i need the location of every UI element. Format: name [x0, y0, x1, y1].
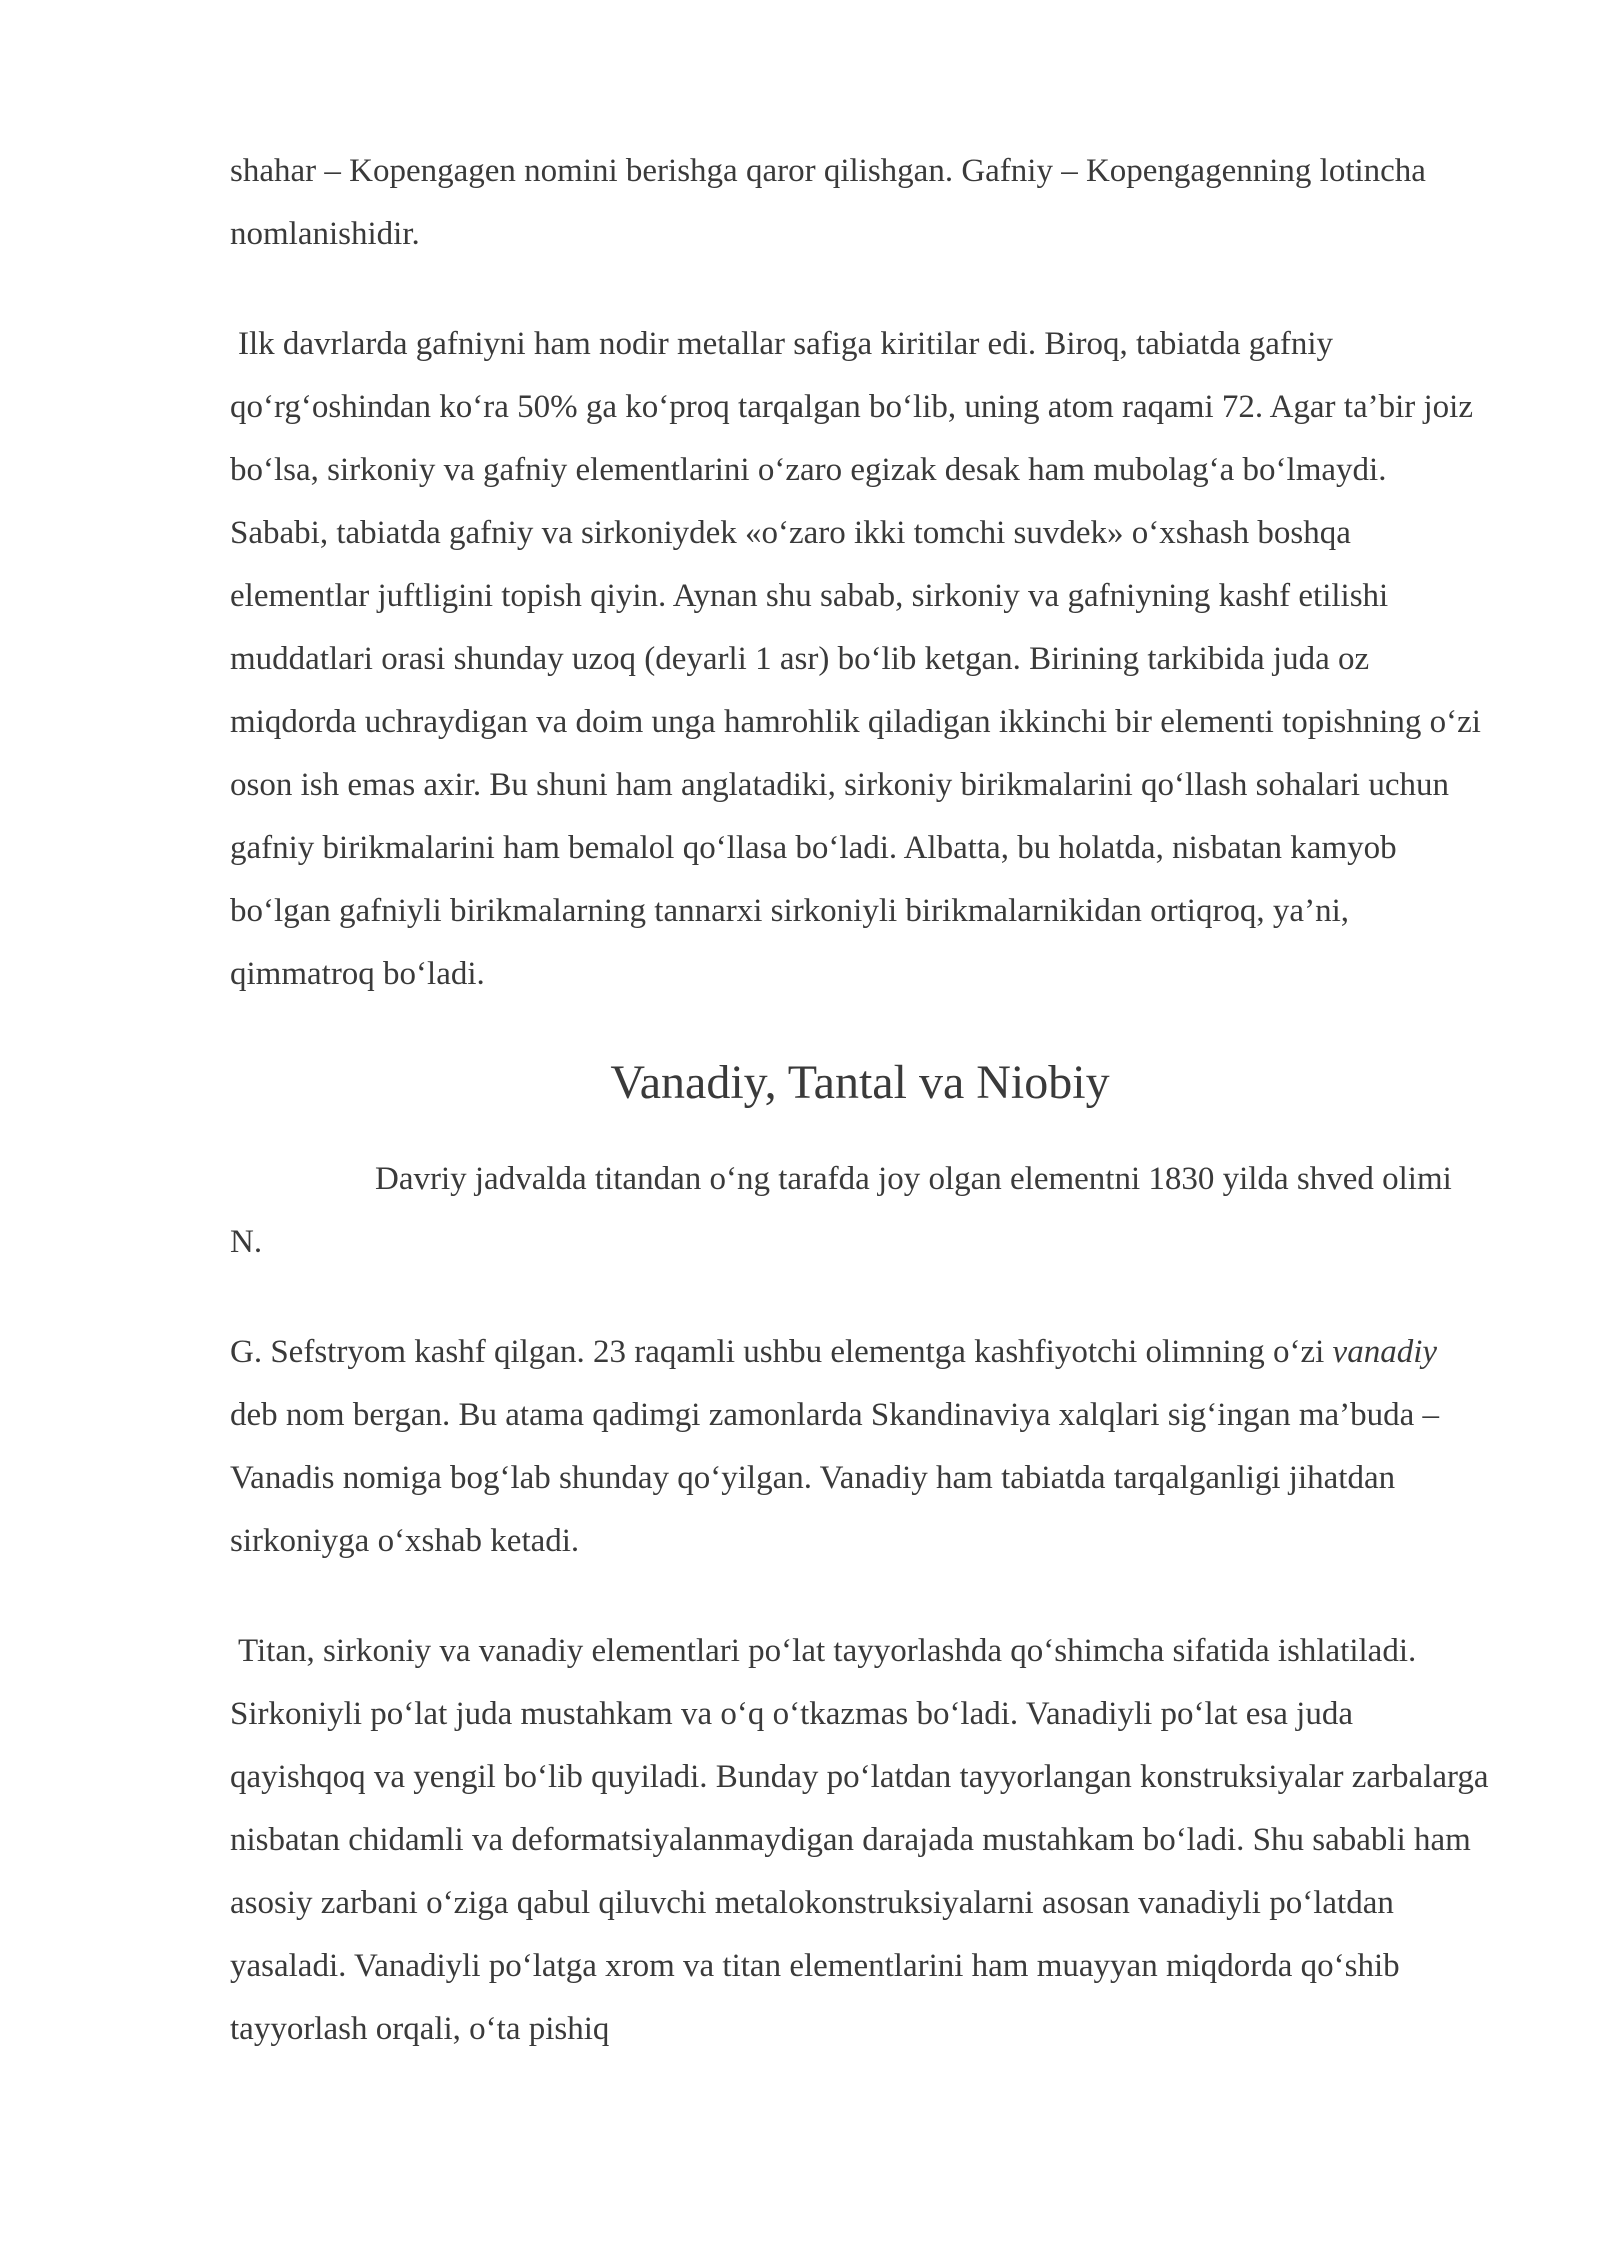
italic-term: vanadiy — [1332, 1334, 1438, 1370]
paragraph-text-part: G. Sefstryom kashf qilgan. 23 raqamli ushbu elementga kashfiyotchi olimning o‘zi — [230, 1334, 1333, 1370]
paragraph-steel-usage: Titan, sirkoniy va vanadiy elementlari po‘lat tayyorlashda qo‘shimcha sifatida ishlatiladi. Sirkoniyli po‘lat juda mustahkam va o‘q o‘tkazmas bo‘ladi. Vanadiyli po‘lat esa juda qayishqoq va yengil bo‘lib quyiladi. Bunday po‘latdan tayyorlangan konstruksiyalar zarbalarga nisbatan chidamli va deformatsiyalanmaydigan darajada mustahkam bo‘ladi. Shu sababli ham asosiy zarbani o‘ziga qabul qiluvchi metalokonstruksiyalarni asosan vanadiyli po‘latdan yasaladi. Vanadiyli po‘latga xrom va titan elementlarini ham muayyan miqdorda qo‘shib tayyorlash orqali, o‘ta pishiq — [230, 1633, 1489, 2047]
paragraph-vanadiy-intro: Davriy jadvalda titandan o‘ng tarafda joy olgan elementni 1830 yilda shved olimi N. — [230, 1161, 1452, 1260]
paragraph-vanadiy-discovery — [230, 1321, 1490, 1573]
section-heading: Vanadiy, Tantal va Niobiy — [610, 1056, 1110, 1109]
paragraph-kopengagen: shahar – Kopengagen nomini berishga qaror qilishgan. Gafniy – Kopengagenning lotincha nomlanishidir. — [230, 153, 1426, 252]
paragraph-gafniy: Ilk davrlarda gafniyni ham nodir metallar safiga kiritilar edi. Biroq, tabiatda gafniy qo‘rg‘oshindan ko‘ra 50% ga ko‘proq tarqalgan bo‘lib, uning atom raqami 72. Agar ta’bir joiz bo‘lsa, sirkoniy va gafniy elementlarini o‘zaro egizak desak ham mubolag‘a bo‘lmaydi. Sababi, tabiatda gafniy va sirkoniydek «o‘zaro ikki tomchi suvdek» o‘xshash boshqa elementlar juftligini topish qiyin. Aynan shu sabab, sirkoniy va gafniyning kashf etilishi muddatlari orasi shunday uzoq (deyarli 1 asr) bo‘lib ketgan. Birining tarkibida juda oz miqdorda uchraydigan va doim unga hamrohlik qiladigan ikkinchi bir elementi topishning o‘zi oson ish emas axir. Bu shuni ham anglatadiki, sirkoniy birikmalarini qo‘llash sohalari uchun gafniy birikmalarini ham bemalol qo‘llasa bo‘ladi. Albatta, bu holatda, nisbatan kamyob bo‘lgan gafniyli birikmalarning tannarxi sirkoniyli birikmalarnikidan ortiqroq, ya’ni, qimmatroq bo‘ladi. — [230, 326, 1481, 992]
paragraph-text-part: deb nom bergan. Bu atama qadimgi zamonlarda Skandinaviya xalqlari sig‘ingan ma’buda – Vanadis nomiga bog‘lab shunday qo‘yilgan. Vanadiy ham tabiatda tarqalganligi jihatdan sirkoniyga o‘xshab ketadi. — [230, 1397, 1440, 1559]
document-page — [230, 140, 1490, 2108]
